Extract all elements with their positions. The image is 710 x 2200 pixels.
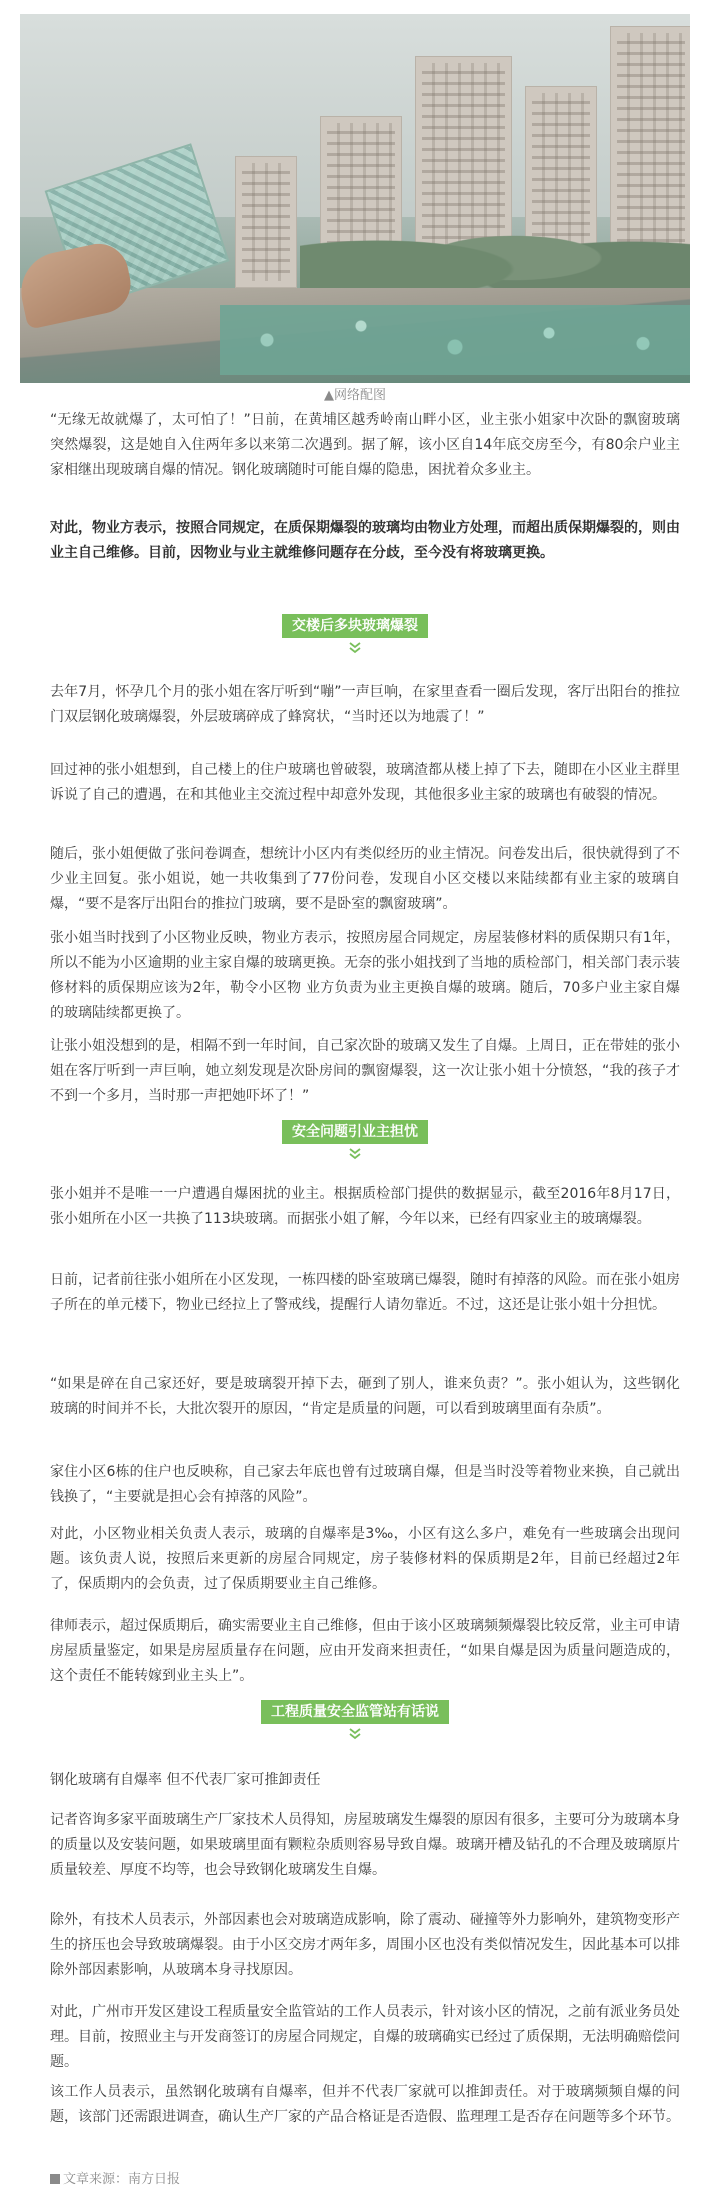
section-heading: [0, 1120, 710, 1161]
section-heading: [0, 1700, 710, 1741]
section-title: 安全问题引业主担忧: [282, 1120, 428, 1144]
paragraph: 对此，广州市开发区建设工程质量安全监管站的工作人员表示，针对该小区的情况，之前有派业务员处理。目前，按照业主与开发商签订的房屋合同规定，自爆的玻璃确实已经过了质保期，无法明确赔偿问题。: [50, 2004, 680, 2070]
paragraph: 随后，张小姐便做了张问卷调查，想统计小区内有类似经历的业主情况。问卷发出后，很快就得到了不少业主回复。张小姐说，她一共收集到了77份问卷，发现自小区交楼以来陆续都有业主家的玻璃自爆，“要不是客厅出阳台的推拉门玻璃，要不是卧室的飘窗玻璃”。: [50, 846, 680, 912]
subheading: 钢化玻璃有自爆率 但不代表厂家可推卸责任: [50, 1772, 321, 1788]
intro-paragraph: “无缘无故就爆了，太可怕了！”日前，在黄埔区越秀岭南山畔小区，业主张小姐家中次卧的飘窗玻璃突然爆裂，这是她自入住两年多以来第二次遇到。据了解，该小区自14年底交房至今，有80余户业主家相继出现玻璃自爆的情况。钢化玻璃随时可能自爆的隐患，困扰着众多业主。: [50, 412, 680, 478]
photo-glass-shards: [220, 305, 690, 375]
section-title: 交楼后多块玻璃爆裂: [282, 614, 428, 638]
square-icon: [50, 2174, 60, 2184]
image-caption: ▲网络配图: [324, 388, 386, 403]
paragraph: 除外，有技术人员表示，外部因素也会对玻璃造成影响，除了震动、碰撞等外力影响外，建筑物变形产生的挤压也会导致玻璃爆裂。由于小区交房才两年多，周围小区也没有类似情况发生，因此基本可以排除外部因素影响，从玻璃本身寻找原因。: [50, 1912, 680, 1978]
paragraph: 张小姐当时找到了小区物业反映，物业方表示，按照房屋合同规定，房屋装修材料的质保期只有1年，所以不能为小区逾期的业主家自爆的玻璃更换。无奈的张小姐找到了当地的质检部门，相关部门表示装修材料的质保期应该为2年，勒令小区物 业方负责为业主更换自爆的玻璃。随后，70多户业主家自爆的玻璃陆续都更换了。: [50, 930, 680, 1021]
section-heading: [0, 614, 710, 655]
paragraph: 去年7月，怀孕几个月的张小姐在客厅听到“嘣”一声巨响，在家里查看一圈后发现，客厅出阳台的推拉门双层钢化玻璃爆裂，外层玻璃碎成了蜂窝状，“当时还以为地震了！”: [50, 684, 680, 725]
intro-summary: 对此，物业方表示，按照合同规定，在质保期爆裂的玻璃均由物业方处理，而超出质保期爆裂的，则由业主自己维修。目前，因物业与业主就维修问题存在分歧，至今没有将玻璃更换。: [50, 520, 680, 561]
chevron-down-icon: [348, 641, 362, 655]
paragraph: 家住小区6栋的住户也反映称，自己家去年底也曾有过玻璃自爆，但是当时没等着物业来换，自己就出钱换了，“主要就是担心会有掉落的风险”。: [50, 1464, 680, 1505]
source-text: 文章来源：南方日报: [63, 2172, 181, 2187]
photo-building: [235, 156, 297, 288]
article-photo: [20, 14, 690, 383]
paragraph: 对此，小区物业相关负责人表示，玻璃的自爆率是3‰，小区有这么多户，难免有一些玻璃会出现问题。该负责人说，按照后来更新的房屋合同规定，房子装修材料的保质期是2年，目前已经超过2年了，保质期内的会负责，过了保质期要业主自己维修。: [50, 1526, 680, 1592]
paragraph: 让张小姐没想到的是，相隔不到一年时间，自己家次卧的玻璃又发生了自爆。上周日，正在带娃的张小姐在客厅听到一声巨响，她立刻发现是次卧房间的飘窗爆裂，这一次让张小姐十分愤怒，“我的孩子才不到一个多月，当时那一声把她吓坏了！”: [50, 1038, 680, 1104]
paragraph: 律师表示，超过保质期后，确实需要业主自己维修，但由于该小区玻璃频频爆裂比较反常，业主可申请房屋质量鉴定，如果是房屋质量存在问题，应由开发商来担责任，“如果自爆是因为质量问题造成的，这个责任不能转嫁到业主头上”。: [50, 1618, 680, 1684]
paragraph: 张小姐并不是唯一一户遭遇自爆困扰的业主。根据质检部门提供的数据显示，截至2016年8月17日，张小姐所在小区一共换了113块玻璃。而据张小姐了解，今年以来，已经有四家业主的玻璃爆裂。: [50, 1186, 680, 1227]
paragraph: 记者咨询多家平面玻璃生产厂家技术人员得知，房屋玻璃发生爆裂的原因有很多，主要可分为玻璃本身的质量以及安装问题，如果玻璃里面有颗粒杂质则容易导致自爆。玻璃开槽及钻孔的不合理及玻璃原片质量较差、厚度不均等，也会导致钢化玻璃发生自爆。: [50, 1812, 680, 1878]
paragraph: 回过神的张小姐想到，自己楼上的住户玻璃也曾破裂，玻璃渣都从楼上掉了下去，随即在小区业主群里诉说了自己的遭遇，在和其他业主交流过程中却意外发现，其他很多业主家的玻璃也有破裂的情况。: [50, 762, 680, 803]
paragraph: “如果是碎在自己家还好，要是玻璃裂开掉下去，砸到了别人，谁来负责？”。张小姐认为，这些钢化玻璃的时间并不长，大批次裂开的原因，“肯定是质量的问题，可以看到玻璃里面有杂质”。: [50, 1376, 680, 1417]
section-title: 工程质量安全监管站有话说: [261, 1700, 449, 1724]
paragraph: 该工作人员表示，虽然钢化玻璃有自爆率，但并不代表厂家就可以推卸责任。对于玻璃频频自爆的问题，该部门还需跟进调查，确认生产厂家的产品合格证是否造假、监理理工是否存在问题等多个环节。: [50, 2084, 680, 2125]
chevron-down-icon: [348, 1727, 362, 1741]
article-source: [50, 2168, 180, 2187]
chevron-down-icon: [348, 1147, 362, 1161]
paragraph: 日前，记者前往张小姐所在小区发现，一栋四楼的卧室玻璃已爆裂，随时有掉落的风险。而在张小姐房子所在的单元楼下，物业已经拉上了警戒线，提醒行人请勿靠近。不过，这还是让张小姐十分担忧。: [50, 1272, 680, 1313]
